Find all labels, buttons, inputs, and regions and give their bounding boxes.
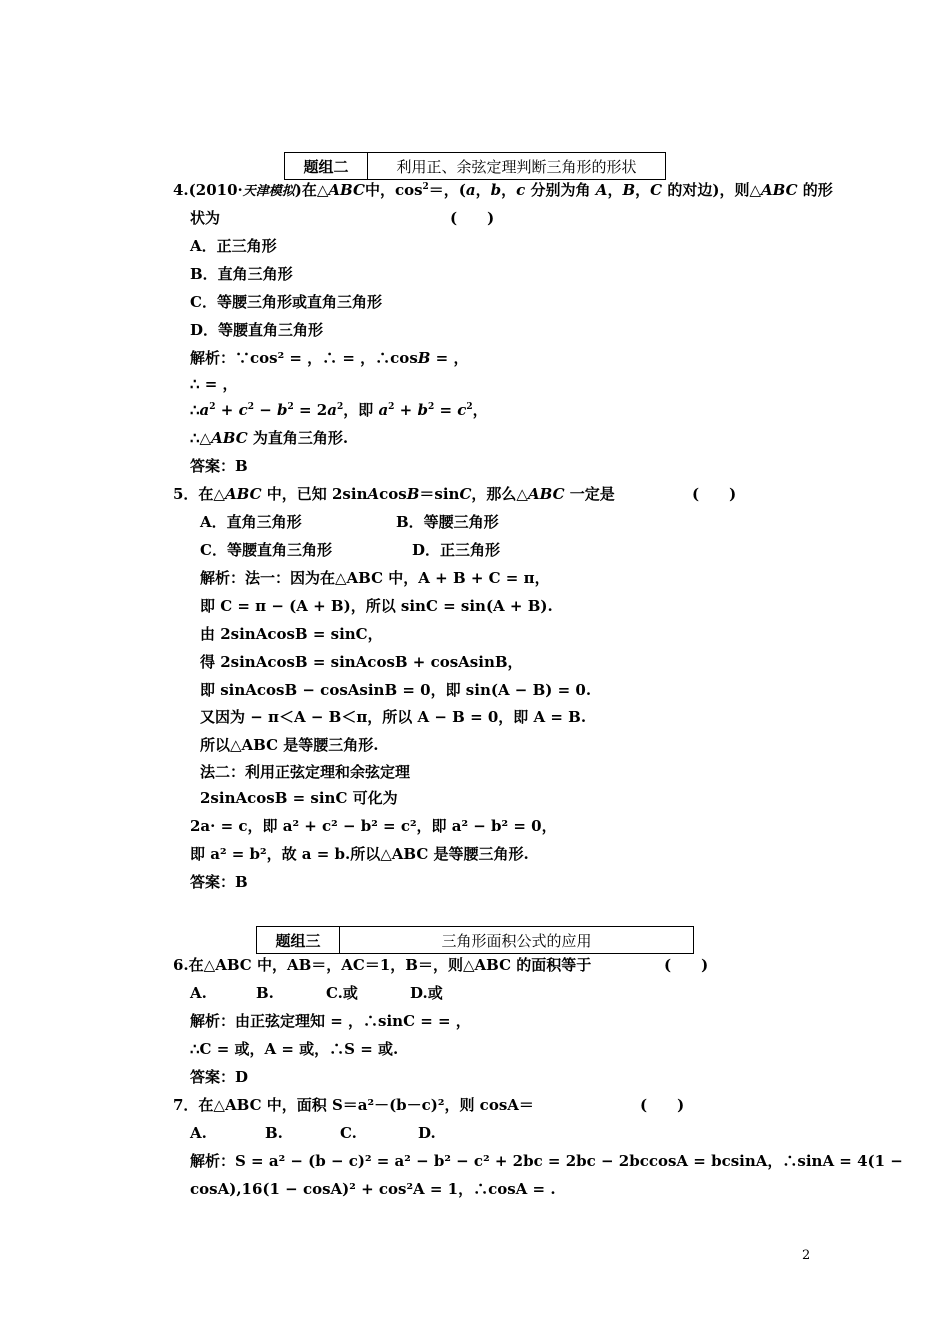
q4-solution-3: $\therefore a^2 + c^2 - b^2 = 2a^2$，即 $a^2 + b^2 = c^2$， — [190, 401, 488, 419]
q4-option-d: D．等腰直角三角形 — [190, 321, 324, 339]
q4-answer: 答案：B — [190, 457, 248, 475]
q4-solution-4: ∴△ABC 为直角三角形. — [190, 429, 349, 447]
q4-paren: ( ) — [450, 209, 495, 227]
q5-solution-1: 解析：法一：因为在△ABC 中，A + B + C = π， — [200, 569, 550, 587]
q5-paren: ( ) — [692, 485, 737, 503]
q7-solution-2: cosA),16(1 − cosA)² + cos²A = 1，∴cosA = . — [190, 1180, 556, 1198]
q6-answer: 答案：D — [190, 1068, 249, 1086]
q6-line1: 6.在△ABC 中，AB＝，AC＝1，B＝，则△ABC 的面积等于 — [173, 956, 592, 974]
q5-solution-3: 由 2sinAcosB = sinC， — [200, 625, 383, 643]
group2-title: 利用正、余弦定理判断三角形的形状 — [396, 157, 637, 176]
q5-solution-6: 又因为 − π＜A − B＜π，所以 A − B = 0，即 A = B. — [200, 708, 587, 726]
q5-option-a: A．直角三角形 — [200, 513, 302, 531]
q4-solution-2: ∴ = ， — [190, 375, 238, 393]
q4-line1: 4.(2010·天津模拟)在△ABC中，$\cos^2=$，(a，b，c 分别为角 A，B，C 的对边)，则△ABC 的形 — [173, 181, 833, 199]
q7-line1: 7．在△ABC 中，面积 S＝a²－(b－c)²，则 cosA＝ — [173, 1096, 534, 1114]
q6-paren: ( ) — [664, 956, 709, 974]
q6-option-a: A. — [190, 984, 207, 1002]
q7-option-c: C. — [340, 1124, 357, 1142]
q5-solution-4: 得 2sinAcosB = sinAcosB + cosAsinB， — [200, 653, 523, 671]
q4-solution-1: 解析：∵cos² = ，∴ = ，∴cosB = ， — [190, 349, 469, 367]
q5-solution-10: 2a· = c，即 a² + c² − b² = c²，即 a² − b² = 0， — [190, 817, 557, 835]
q5-solution-11: 即 a² = b²，故 a = b.所以△ABC 是等腰三角形. — [190, 845, 529, 863]
q5-solution-8: 法二：利用正弦定理和余弦定理 — [200, 763, 411, 781]
q5-solution-5: 即 sinAcosB − cosAsinB = 0，即 sin(A − B) = 0. — [200, 681, 592, 699]
page-number: 2 — [802, 1248, 811, 1263]
q5-option-c: C．等腰直角三角形 — [200, 541, 332, 559]
q4-line2: 状为 — [190, 209, 221, 227]
q7-solution-1: 解析：S = a² − (b − c)² = a² − b² − c² + 2bc = 2bc − 2bccosA = bcsinA，∴sinA = 4(1 − — [190, 1152, 903, 1170]
q6-option-d: D.或 — [410, 984, 443, 1002]
q5-solution-7: 所以△ABC 是等腰三角形. — [200, 736, 379, 754]
q5-solution-9: 2sinAcosB = sinC 可化为 — [200, 789, 398, 807]
q6-option-b: B. — [256, 984, 274, 1002]
group3-title: 三角形面积公式的应用 — [441, 931, 592, 950]
q5-answer: 答案：B — [190, 873, 248, 891]
q7-option-d: D. — [418, 1124, 436, 1142]
q4-option-c: C．等腰三角形或直角三角形 — [190, 293, 382, 311]
q5-line1: 5．在△ABC 中，已知 2sinAcosB＝sinC，那么△ABC 一定是 — [173, 485, 615, 503]
q7-option-b: B. — [265, 1124, 283, 1142]
q7-option-a: A. — [190, 1124, 207, 1142]
q6-option-c: C.或 — [326, 984, 358, 1002]
q4-option-a: A．正三角形 — [190, 237, 277, 255]
q4-option-b: B．直角三角形 — [190, 265, 293, 283]
q7-paren: ( ) — [640, 1096, 685, 1114]
group3-header — [256, 926, 694, 954]
q6-solution-1: 解析：由正弦定理知 = ，∴sinC = = ， — [190, 1012, 471, 1030]
q5-option-b: B．等腰三角形 — [396, 513, 499, 531]
q6-solution-2: ∴C = 或，A = 或，∴S = 或. — [190, 1040, 399, 1058]
group2-label: 题组二 — [285, 153, 368, 179]
q5-solution-2: 即 C = π − (A + B)，所以 sinC = sin(A + B). — [200, 597, 553, 615]
group2-header — [284, 152, 666, 180]
q5-option-d: D．正三角形 — [412, 541, 501, 559]
group3-label: 题组三 — [257, 927, 340, 953]
